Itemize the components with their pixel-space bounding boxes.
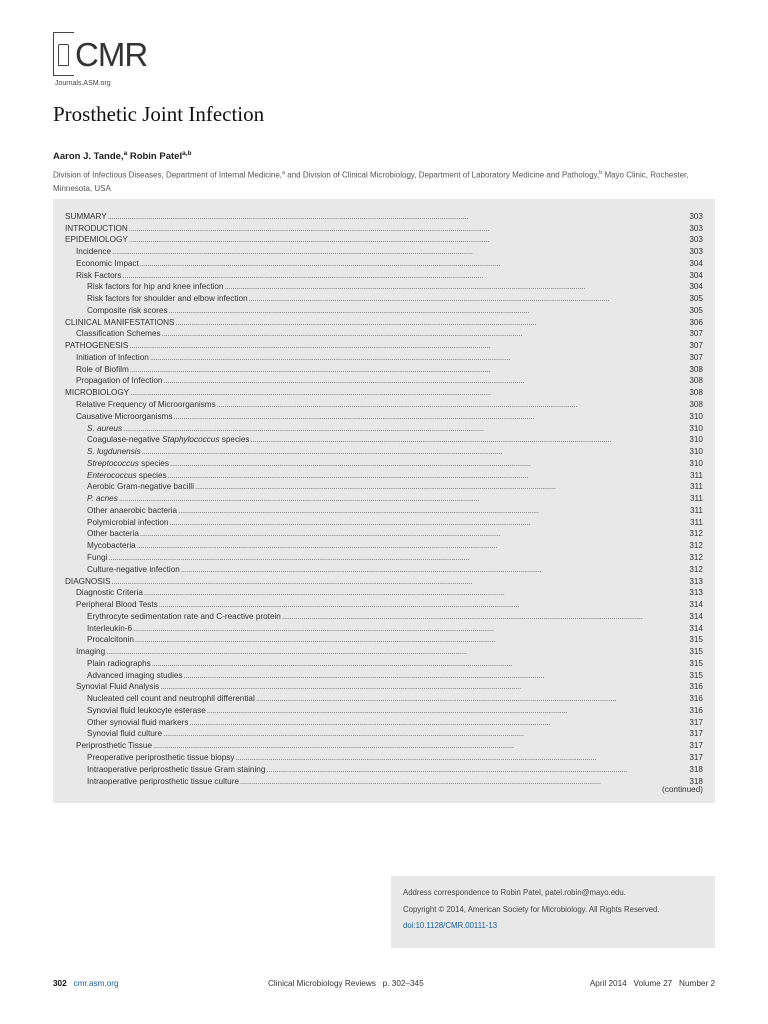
author-list <box>53 150 192 162</box>
toc-entry[interactable] <box>65 669 703 681</box>
toc-entry-title: DIAGNOSIS <box>65 576 111 586</box>
toc-entry-title: Fungi <box>87 552 108 562</box>
toc-dot-leader <box>123 271 689 281</box>
toc-entry-page: 317 <box>689 729 703 739</box>
toc-entry[interactable] <box>65 375 703 387</box>
doi-link[interactable]: doi:10.1128/CMR.00111-13 <box>403 921 498 930</box>
toc-dot-leader <box>256 694 689 704</box>
page-number: 302 <box>53 979 67 988</box>
toc-entry[interactable] <box>65 504 703 516</box>
toc-entry-title: Imaging <box>76 647 106 657</box>
toc-entry-title: INTRODUCTION <box>65 223 128 233</box>
toc-dot-leader <box>189 718 688 728</box>
toc-entry[interactable] <box>65 281 703 293</box>
copyright-notice: Copyright © 2014, American Society for Microbiology. All Rights Reserved. <box>403 905 660 914</box>
toc-entry[interactable] <box>65 339 703 351</box>
toc-dot-leader <box>175 318 688 328</box>
toc-dot-leader <box>142 447 689 457</box>
toc-entry[interactable] <box>65 492 703 504</box>
toc-dot-leader <box>181 565 688 575</box>
toc-entry-title: Composite risk scores <box>87 305 168 315</box>
toc-entry[interactable] <box>65 692 703 704</box>
toc-entry-title: Classification Schemes <box>76 329 161 339</box>
toc-entry-title: Propagation of Infection <box>76 376 163 386</box>
toc-entry-title: Advanced imaging studies <box>87 670 183 680</box>
toc-entry-page: 315 <box>689 658 703 668</box>
journal-logo <box>53 32 153 92</box>
toc-entry-title: Risk factors for hip and knee infection <box>87 282 224 292</box>
toc-entry[interactable] <box>65 739 703 751</box>
toc-entry-title: Preoperative periprosthetic tissue biopsy <box>87 752 235 762</box>
toc-dot-leader <box>195 482 689 492</box>
toc-entry[interactable] <box>65 751 703 763</box>
toc-entry[interactable] <box>65 704 703 716</box>
toc-entry[interactable] <box>65 645 703 657</box>
toc-dot-leader <box>235 753 688 763</box>
toc-entry[interactable] <box>65 363 703 375</box>
issue-info: April 2014 Volume 27 Number 2 <box>589 979 715 988</box>
toc-entry-title: Intraoperative periprosthetic tissue Gram staining <box>87 764 266 774</box>
toc-entry-page: 312 <box>689 541 703 551</box>
toc-entry-page: 303 <box>689 211 703 221</box>
toc-dot-leader <box>129 224 689 234</box>
toc-entry-page: 318 <box>689 776 703 786</box>
toc-entry-page: 307 <box>689 329 703 339</box>
toc-entry[interactable] <box>65 351 703 363</box>
toc-entry-title: Polymicrobial infection <box>87 517 169 527</box>
toc-entry-page: 308 <box>689 400 703 410</box>
toc-entry-page: 312 <box>689 529 703 539</box>
toc-dot-leader <box>108 212 689 222</box>
toc-dot-leader <box>137 541 689 551</box>
toc-dot-leader <box>130 365 689 375</box>
toc-dot-leader <box>112 247 688 257</box>
toc-dot-leader <box>119 494 689 504</box>
toc-list <box>65 210 703 787</box>
journal-site-link[interactable]: cmr.asm.org <box>73 979 119 988</box>
toc-entry-title: Synovial fluid culture <box>87 729 163 739</box>
toc-entry[interactable] <box>65 269 703 281</box>
toc-entry-title: Economic Impact <box>76 258 139 268</box>
toc-dot-leader <box>123 424 688 434</box>
toc-dot-leader <box>178 506 689 516</box>
toc-entry-page: 310 <box>689 458 703 468</box>
toc-dot-leader <box>184 671 689 681</box>
affiliation-text: Mayo Clinic, Rochester, Minnesota, USA <box>53 170 689 193</box>
toc-entry-page: 316 <box>689 694 703 704</box>
toc-entry-page: 303 <box>689 235 703 245</box>
toc-dot-leader <box>108 553 688 563</box>
toc-entry-page: 311 <box>689 482 703 492</box>
toc-dot-leader <box>168 471 689 481</box>
toc-entry[interactable] <box>65 410 703 422</box>
toc-entry[interactable] <box>65 469 703 481</box>
toc-entry[interactable] <box>65 457 703 469</box>
author-affil-marker: a <box>123 150 128 157</box>
toc-entry-page: 310 <box>689 423 703 433</box>
toc-entry-page: 311 <box>689 494 703 504</box>
toc-entry-page: 305 <box>689 305 703 315</box>
toc-dot-leader <box>129 341 688 351</box>
toc-entry-page: 314 <box>689 611 703 621</box>
toc-entry[interactable] <box>65 563 703 575</box>
toc-entry-page: 308 <box>689 388 703 398</box>
toc-entry-title: Procalcitonin <box>87 635 134 645</box>
toc-entry-page: 304 <box>689 258 703 268</box>
toc-entry[interactable] <box>65 257 703 269</box>
toc-entry-page: 315 <box>689 647 703 657</box>
toc-entry-title: Erythrocyte sedimentation rate and C-reactive protein <box>87 611 281 621</box>
toc-entry-page: 310 <box>689 435 703 445</box>
toc-dot-leader <box>112 577 689 587</box>
toc-entry[interactable] <box>65 222 703 234</box>
toc-entry-title: Interleukin-6 <box>87 623 133 633</box>
toc-entry-title: CLINICAL MANIFESTATIONS <box>65 317 175 327</box>
toc-entry[interactable] <box>65 304 703 316</box>
toc-entry[interactable] <box>65 775 703 787</box>
toc-dot-leader <box>207 706 689 716</box>
toc-dot-leader <box>225 282 689 292</box>
journal-citation: Clinical Microbiology Reviews p. 302–345 <box>268 979 424 988</box>
toc-entry[interactable] <box>65 598 703 610</box>
toc-entry-title: Other synovial fluid markers <box>87 717 189 727</box>
toc-dot-leader <box>164 376 689 386</box>
toc-entry[interactable] <box>65 634 703 646</box>
toc-entry[interactable] <box>65 292 703 304</box>
toc-continued-note: (continued) <box>662 785 703 794</box>
author-affil-marker: a,b <box>182 150 192 157</box>
toc-dot-leader <box>140 529 688 539</box>
toc-entry-title: Role of Biofilm <box>76 364 129 374</box>
toc-dot-leader <box>249 294 689 304</box>
toc-dot-leader <box>130 388 688 398</box>
toc-entry-page: 308 <box>689 376 703 386</box>
toc-entry-page: 314 <box>689 600 703 610</box>
toc-entry-title: Diagnostic Criteria <box>76 588 143 598</box>
toc-entry-title: Peripheral Blood Tests <box>76 600 158 610</box>
toc-entry-page: 317 <box>689 752 703 762</box>
toc-entry-title: Culture-negative infection <box>87 564 180 574</box>
toc-dot-leader <box>170 459 688 469</box>
toc-entry[interactable] <box>65 763 703 775</box>
toc-entry-title: Nucleated cell count and neutrophil differential <box>87 694 255 704</box>
toc-entry[interactable] <box>65 481 703 493</box>
toc-entry-page: 308 <box>689 364 703 374</box>
toc-entry[interactable] <box>65 245 703 257</box>
toc-entry-page: 304 <box>689 270 703 280</box>
toc-entry-title: Intraoperative periprosthetic tissue culture <box>87 776 240 786</box>
toc-dot-leader <box>251 435 689 445</box>
toc-entry-title: Plain radiographs <box>87 658 151 668</box>
toc-dot-leader <box>169 306 689 316</box>
toc-entry[interactable] <box>65 728 703 740</box>
toc-entry-page: 307 <box>689 352 703 362</box>
toc-entry[interactable] <box>65 622 703 634</box>
toc-entry-title: P. acnes <box>87 494 118 504</box>
toc-entry-page: 312 <box>689 552 703 562</box>
toc-dot-leader <box>163 729 688 739</box>
toc-entry-title: Causative Microorganisms <box>76 411 173 421</box>
toc-entry-title: S. aureus <box>87 423 123 433</box>
correspondence-box <box>391 876 715 948</box>
toc-dot-leader <box>160 682 688 692</box>
toc-entry[interactable] <box>65 328 703 340</box>
logo-flask-icon <box>58 44 69 66</box>
toc-entry-page: 315 <box>689 670 703 680</box>
toc-entry[interactable] <box>65 445 703 457</box>
toc-entry-page: 313 <box>689 576 703 586</box>
toc-entry-title: Incidence <box>76 247 112 257</box>
toc-entry-page: 303 <box>689 247 703 257</box>
toc-dot-leader <box>162 329 689 339</box>
affiliation-marker: a <box>282 170 286 176</box>
toc-dot-leader <box>140 259 689 269</box>
toc-dot-leader <box>282 612 688 622</box>
toc-entry-page: 314 <box>689 623 703 633</box>
toc-dot-leader <box>144 588 688 598</box>
affiliation-text: and Division of Clinical Microbiology, Department of Laboratory Medicine and Pathology, <box>285 170 600 180</box>
article-title: Prosthetic Joint Infection <box>53 102 265 126</box>
toc-entry[interactable] <box>65 386 703 398</box>
toc-dot-leader <box>173 412 688 422</box>
toc-dot-leader <box>266 765 688 775</box>
toc-entry-page: 318 <box>689 764 703 774</box>
toc-entry-page: 311 <box>689 470 703 480</box>
toc-entry-page: 303 <box>689 223 703 233</box>
toc-dot-leader <box>217 400 689 410</box>
toc-entry[interactable] <box>65 657 703 669</box>
toc-entry-title: Risk factors for shoulder and elbow infection <box>87 294 248 304</box>
logo-wordmark: CMR <box>75 36 148 73</box>
toc-entry[interactable] <box>65 587 703 599</box>
toc-entry-page: 310 <box>689 411 703 421</box>
logo-subtext: Journals.ASM.org <box>55 80 111 87</box>
toc-entry[interactable] <box>65 539 703 551</box>
toc-entry-title: Mycobacteria <box>87 541 136 551</box>
toc-entry-page: 313 <box>689 588 703 598</box>
toc-entry[interactable] <box>65 316 703 328</box>
toc-entry[interactable] <box>65 575 703 587</box>
toc-entry[interactable] <box>65 434 703 446</box>
table-of-contents <box>53 199 715 803</box>
toc-entry-page: 310 <box>689 447 703 457</box>
toc-entry-title: Periprosthetic Tissue <box>76 741 152 751</box>
toc-entry[interactable] <box>65 681 703 693</box>
toc-entry[interactable] <box>65 398 703 410</box>
toc-entry-title: Relative Frequency of Microorganisms <box>76 400 216 410</box>
toc-entry-title: Other anaerobic bacteria <box>87 505 178 515</box>
author-name: Robin Patel <box>129 151 183 163</box>
toc-entry-title: Streptococcus species <box>87 458 169 468</box>
affiliations <box>53 167 723 195</box>
toc-entry-page: 305 <box>689 294 703 304</box>
toc-dot-leader <box>240 777 688 787</box>
toc-entry-title: EPIDEMIOLOGY <box>65 235 128 245</box>
toc-entry-page: 307 <box>689 341 703 351</box>
toc-entry[interactable] <box>65 422 703 434</box>
toc-entry-page: 311 <box>689 505 703 515</box>
toc-entry-page: 304 <box>689 282 703 292</box>
affiliation-marker: b <box>599 170 603 176</box>
toc-entry-page: 317 <box>689 741 703 751</box>
toc-entry-page: 317 <box>689 717 703 727</box>
toc-dot-leader <box>152 659 689 669</box>
toc-entry-title: Enterococcus species <box>87 470 167 480</box>
toc-entry-title: Other bacteria <box>87 529 139 539</box>
toc-entry-title: MICROBIOLOGY <box>65 388 130 398</box>
toc-entry-title: Coagulase-negative Staphylococcus species <box>87 435 250 445</box>
toc-entry-title: Risk Factors <box>76 270 122 280</box>
toc-entry-page: 312 <box>689 564 703 574</box>
toc-entry-page: 315 <box>689 635 703 645</box>
toc-entry[interactable] <box>65 716 703 728</box>
toc-entry[interactable] <box>65 610 703 622</box>
toc-entry-page: 316 <box>689 682 703 692</box>
toc-entry-page: 306 <box>689 317 703 327</box>
correspondence-address: Address correspondence to Robin Patel, patel.robin@mayo.edu. <box>403 888 626 897</box>
toc-entry-title: Synovial fluid leukocyte esterase <box>87 705 206 715</box>
toc-dot-leader <box>153 741 688 751</box>
toc-dot-leader <box>106 647 688 657</box>
toc-dot-leader <box>169 518 688 528</box>
toc-dot-leader <box>129 235 689 245</box>
footer-left <box>53 979 119 988</box>
toc-entry[interactable] <box>65 516 703 528</box>
toc-dot-leader <box>133 624 688 634</box>
toc-entry-title: S. lugdunensis <box>87 447 141 457</box>
toc-entry-page: 316 <box>689 705 703 715</box>
toc-entry[interactable] <box>65 528 703 540</box>
toc-dot-leader <box>159 600 689 610</box>
toc-entry-title: Aerobic Gram-negative bacilli <box>87 482 194 492</box>
toc-entry-title: PATHOGENESIS <box>65 341 129 351</box>
toc-entry[interactable] <box>65 551 703 563</box>
affiliation-text: Division of Infectious Diseases, Department of Internal Medicine, <box>53 170 282 180</box>
toc-entry[interactable] <box>65 234 703 246</box>
toc-entry-title: Initiation of Infection <box>76 352 149 362</box>
toc-dot-leader <box>135 635 688 645</box>
toc-entry-title: Synovial Fluid Analysis <box>76 682 160 692</box>
toc-entry[interactable] <box>65 210 703 222</box>
author-name: Aaron J. Tande, <box>53 151 124 163</box>
toc-dot-leader <box>150 353 689 363</box>
toc-entry-title: SUMMARY <box>65 211 107 221</box>
toc-entry-page: 311 <box>689 517 703 527</box>
